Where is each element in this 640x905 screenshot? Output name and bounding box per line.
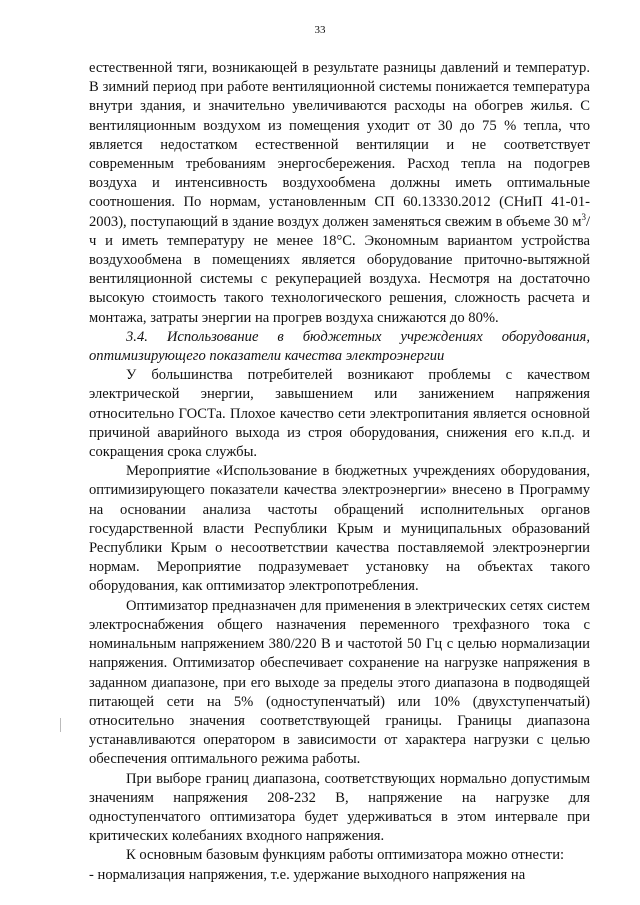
paragraph-power-quality: У большинства потребителей возникают проблемы с качеством электрической энергии, завышением или занижением напряжения относительно ГОСТа. Плохое качество сети электропитания является основной причиной аварийного выхода из строя оборудования, снижения его к.п.д. и сокращения срока службы. bbox=[89, 367, 590, 461]
paragraph-optimizer-purpose: Оптимизатор предназначен для применения в электрических сетях систем электроснабжения общего назначения переменного трехфазного тока с номинальным напряжением 380/220 В и частотой 50 Гц с целью нормализации напряжения. Оптимизатор обеспечивает сохранение на нагрузке напряжения в заданном диапазоне, при его выходе за пределы этого диапазона в подводящей питающей сети на 5% (одноступенчатый) или 10% (двухступенчатый) относительно значения соответствующей границы. Границы диапазона устанавливаются оператором в зависимости от характера нагрузки с целью обеспечения оптимального режима работы. bbox=[89, 597, 590, 768]
paragraph-program-measure: Мероприятие «Использование в бюджетных учреждениях оборудования, оптимизирующего показатели качества электроэнергии» внесено в Программу на основании анализа частоты обращений исполнительных органов государственной власти Республики Крым и муниципальных образований Республики Крым о несоответствии качества поставляемой электроэнергии нормам. Мероприятие подразумевает установку на объектах такого оборудования, как оптимизатор электропотребления. bbox=[89, 463, 590, 595]
paragraph-ventilation-text: естественной тяги, возникающей в результате разницы давлений и температур. В зимний период при работе вентиляционной системы понижается температура внутри здания, и значительно увеличиваются расходы на обогрев жилья. С вентиляционным воздухом из помещения уходит от 30 до 75 % тепла, что является недостатком естественной вентиляции и не соответствует современным требованиям энергосбережения. Расход тепла на подогрев воздуха и интенсивность воздухообмена должны иметь оптимальные соотношения. По нормам, установленным СП 60.13330.2012 (СНиП 41-01-2003), поступающий в здание воздух должен заменяться свежим в объеме 30 м bbox=[89, 60, 590, 230]
paragraph-ventilation-tail: /ч и иметь температуру не менее 18°С. Экономным вариантом устройства воздухообмена в помещениях является оборудование приточно-вытяжной вентиляционной системы с рекуперацией воздуха. Несмотря на достаточно высокую стоимость такого технологического решения, сложность расчета и монтажа, затраты энергии на прогрев воздуха снижаются до 80%. bbox=[89, 213, 590, 326]
section-heading: 3.4. Использование в бюджетных учреждениях оборудования, оптимизирующего показатели качества электроэнергии bbox=[89, 328, 590, 365]
list-item-normalization: - нормализация напряжения, т.е. удержание выходного напряжения на bbox=[89, 866, 526, 883]
paragraph-voltage-range: При выборе границ диапазона, соответствующих нормально допустимым значениям напряжения 208-232 В, напряжение на нагрузке для одноступенчатого оптимизатора будет удерживаться в этом интервале при критических колебаниях входного напряжения. bbox=[89, 770, 590, 845]
paragraph-ventilation bbox=[89, 59, 590, 328]
paragraph-functions-intro: К основным базовым функциям работы оптимизатора можно отнести: bbox=[126, 847, 565, 864]
page-number: 33 bbox=[314, 24, 326, 36]
page-body bbox=[89, 59, 590, 885]
scan-artifact-mark bbox=[60, 718, 61, 732]
superscript-3: 3 bbox=[581, 211, 586, 222]
